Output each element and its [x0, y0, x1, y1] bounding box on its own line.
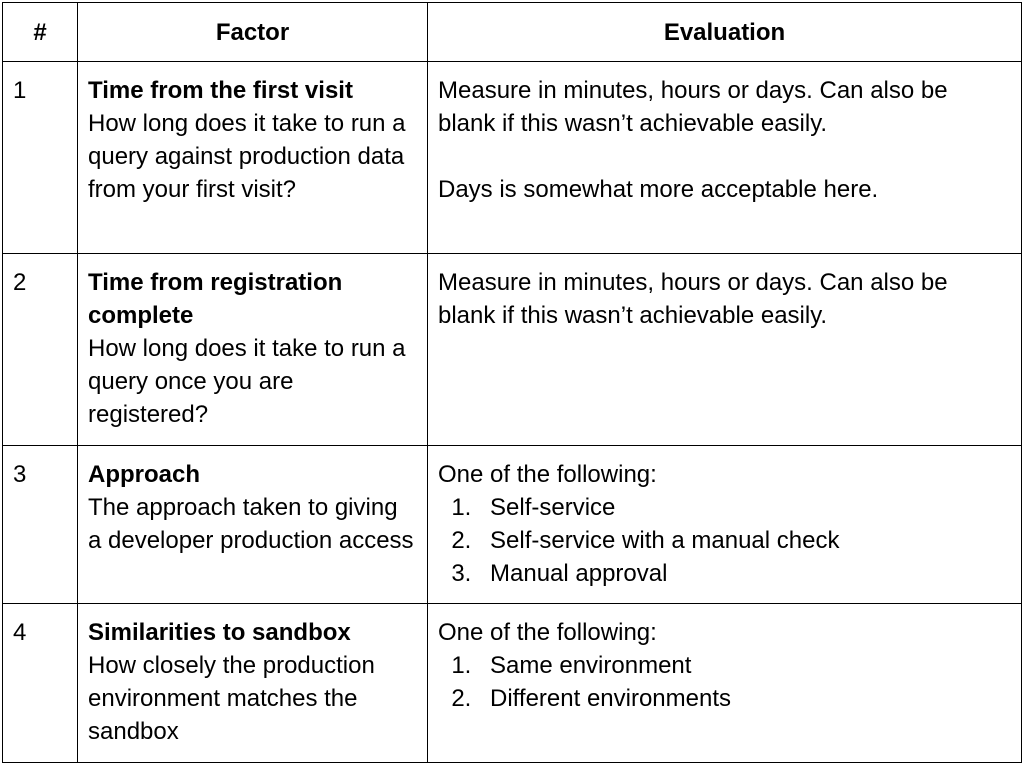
evaluation-intro: One of the following: [438, 619, 657, 646]
options-list [438, 491, 1011, 590]
factor-title: Similarities to sandbox [88, 619, 351, 646]
factor-description: How long does it take to run a query against production data from your first visit? [88, 110, 406, 203]
option-item: 1. Same environment [478, 649, 1011, 682]
header-evaluation: Evaluation [428, 3, 1022, 62]
evaluation-cell [428, 254, 1022, 446]
row-number: 4 [3, 604, 78, 763]
table-row [3, 446, 1022, 604]
factor-title: Approach [88, 461, 201, 488]
option-item: 3. Manual approval [478, 557, 1011, 590]
factor-description: How long does it take to run a query once you are registered? [88, 335, 406, 428]
evaluation-note: Days is somewhat more acceptable here. [438, 176, 879, 203]
evaluation-text: Measure in minutes, hours or days. Can also be blank if this wasn’t achievable easily. [438, 269, 948, 329]
factor-title: Time from the first visit [88, 77, 353, 104]
evaluation-table [2, 2, 1022, 763]
option-item: 2. Different environments [478, 682, 1011, 715]
evaluation-intro: One of the following: [438, 461, 657, 488]
options-list [438, 649, 1011, 715]
table-row [3, 254, 1022, 446]
row-number: 2 [3, 254, 78, 446]
evaluation-cell [428, 604, 1022, 763]
header-factor: Factor [78, 3, 428, 62]
option-item: 2. Self-service with a manual check [478, 524, 1011, 557]
evaluation-cell [428, 62, 1022, 254]
factor-title: Time from registration complete [88, 269, 343, 329]
row-number: 1 [3, 62, 78, 254]
evaluation-text: Measure in minutes, hours or days. Can also be blank if this wasn’t achievable easily. [438, 77, 948, 137]
option-item: 1. Self-service [478, 491, 1011, 524]
factor-cell [78, 62, 428, 254]
factor-description: How closely the production environment matches the sandbox [88, 652, 375, 745]
factor-cell [78, 254, 428, 446]
table-row [3, 62, 1022, 254]
header-number: # [3, 3, 78, 62]
factor-description: The approach taken to giving a developer production access [88, 494, 414, 554]
evaluation-cell [428, 446, 1022, 604]
factor-cell [78, 446, 428, 604]
factor-cell [78, 604, 428, 763]
row-number: 3 [3, 446, 78, 604]
table-row [3, 604, 1022, 763]
header-row [3, 3, 1022, 62]
